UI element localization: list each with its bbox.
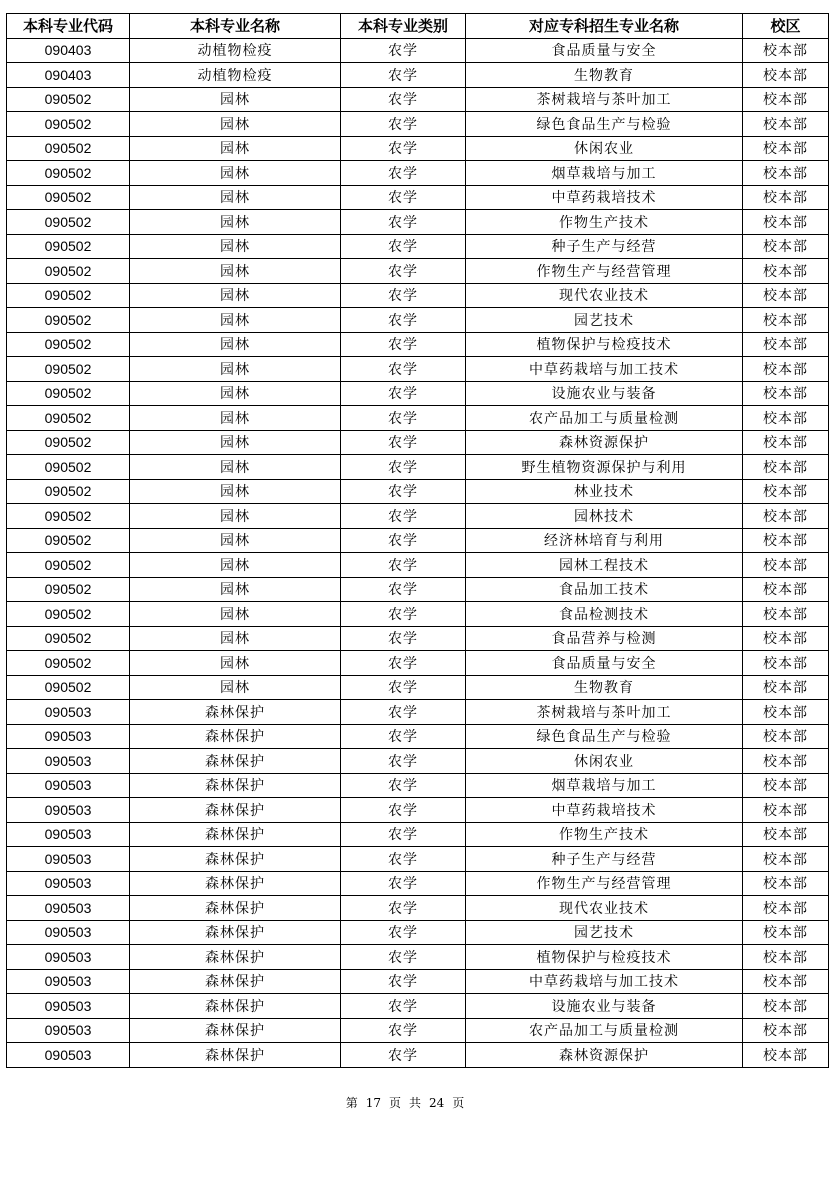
cell-undergrad-category: 农学 [341,798,466,823]
cell-undergrad-name: 园林 [130,136,341,161]
table-row [7,920,829,945]
cell-undergrad-category: 农学 [341,773,466,798]
cell-junior-college-major: 烟草栽培与加工 [466,161,743,186]
cell-campus: 校本部 [743,969,829,994]
table-row [7,871,829,896]
table-row [7,1043,829,1068]
cell-undergrad-category: 农学 [341,724,466,749]
cell-undergrad-category: 农学 [341,675,466,700]
cell-campus: 校本部 [743,479,829,504]
cell-undergrad-name: 森林保护 [130,1018,341,1043]
cell-undergrad-code: 090503 [7,724,130,749]
table-row [7,479,829,504]
cell-undergrad-name: 园林 [130,577,341,602]
cell-campus: 校本部 [743,136,829,161]
table-row [7,406,829,431]
cell-junior-college-major: 作物生产与经营管理 [466,871,743,896]
cell-undergrad-category: 农学 [341,38,466,63]
cell-undergrad-category: 农学 [341,920,466,945]
cell-campus: 校本部 [743,994,829,1019]
table-row [7,210,829,235]
cell-campus: 校本部 [743,602,829,627]
cell-undergrad-category: 农学 [341,626,466,651]
cell-campus: 校本部 [743,381,829,406]
cell-junior-college-major: 森林资源保护 [466,1043,743,1068]
cell-undergrad-code: 090502 [7,87,130,112]
table-row [7,185,829,210]
cell-undergrad-name: 园林 [130,455,341,480]
cell-junior-college-major: 作物生产与经营管理 [466,259,743,284]
cell-undergrad-name: 园林 [130,504,341,529]
cell-undergrad-category: 农学 [341,577,466,602]
cell-junior-college-major: 绿色食品生产与检验 [466,724,743,749]
cell-junior-college-major: 农产品加工与质量检测 [466,1018,743,1043]
cell-undergrad-name: 园林 [130,112,341,137]
cell-undergrad-category: 农学 [341,553,466,578]
cell-undergrad-category: 农学 [341,259,466,284]
cell-junior-college-major: 植物保护与检疫技术 [466,945,743,970]
cell-junior-college-major: 设施农业与装备 [466,994,743,1019]
cell-undergrad-category: 农学 [341,1043,466,1068]
cell-undergrad-code: 090403 [7,38,130,63]
cell-undergrad-category: 农学 [341,528,466,553]
table-row [7,773,829,798]
cell-campus: 校本部 [743,357,829,382]
cell-junior-college-major: 食品质量与安全 [466,651,743,676]
cell-undergrad-code: 090502 [7,210,130,235]
cell-undergrad-category: 农学 [341,210,466,235]
header-undergrad-code: 本科专业代码 [7,14,130,39]
cell-undergrad-category: 农学 [341,896,466,921]
cell-campus: 校本部 [743,871,829,896]
header-junior-college-major: 对应专科招生专业名称 [466,14,743,39]
cell-undergrad-category: 农学 [341,969,466,994]
cell-undergrad-code: 090502 [7,626,130,651]
cell-undergrad-code: 090503 [7,700,130,725]
cell-campus: 校本部 [743,161,829,186]
cell-undergrad-name: 园林 [130,479,341,504]
cell-campus: 校本部 [743,822,829,847]
cell-undergrad-category: 农学 [341,381,466,406]
cell-undergrad-code: 090503 [7,969,130,994]
cell-campus: 校本部 [743,430,829,455]
cell-campus: 校本部 [743,259,829,284]
cell-undergrad-name: 园林 [130,161,341,186]
cell-junior-college-major: 园林工程技术 [466,553,743,578]
table-row [7,969,829,994]
table-row [7,308,829,333]
footer-total-pages: 24 [429,1096,445,1110]
cell-undergrad-name: 森林保护 [130,700,341,725]
cell-campus: 校本部 [743,675,829,700]
cell-undergrad-category: 农学 [341,700,466,725]
cell-undergrad-name: 森林保护 [130,798,341,823]
cell-undergrad-name: 园林 [130,283,341,308]
cell-junior-college-major: 现代农业技术 [466,283,743,308]
cell-campus: 校本部 [743,234,829,259]
header-campus: 校区 [743,14,829,39]
cell-undergrad-code: 090502 [7,675,130,700]
cell-campus: 校本部 [743,651,829,676]
cell-junior-college-major: 农产品加工与质量检测 [466,406,743,431]
table-row [7,430,829,455]
cell-junior-college-major: 食品质量与安全 [466,38,743,63]
cell-junior-college-major: 林业技术 [466,479,743,504]
cell-undergrad-code: 090503 [7,1018,130,1043]
cell-undergrad-name: 森林保护 [130,724,341,749]
cell-undergrad-name: 森林保护 [130,847,341,872]
cell-undergrad-name: 森林保护 [130,969,341,994]
cell-junior-college-major: 茶树栽培与茶叶加工 [466,87,743,112]
cell-undergrad-code: 090503 [7,871,130,896]
cell-junior-college-major: 中草药栽培技术 [466,185,743,210]
cell-undergrad-category: 农学 [341,651,466,676]
cell-campus: 校本部 [743,700,829,725]
cell-undergrad-code: 090502 [7,430,130,455]
cell-undergrad-name: 森林保护 [130,896,341,921]
cell-undergrad-code: 090503 [7,798,130,823]
cell-campus: 校本部 [743,724,829,749]
cell-undergrad-category: 农学 [341,161,466,186]
cell-junior-college-major: 种子生产与经营 [466,847,743,872]
major-mapping-table [6,13,829,1068]
cell-undergrad-name: 园林 [130,406,341,431]
cell-undergrad-category: 农学 [341,847,466,872]
cell-undergrad-code: 090502 [7,602,130,627]
table-row [7,38,829,63]
cell-junior-college-major: 设施农业与装备 [466,381,743,406]
cell-campus: 校本部 [743,920,829,945]
table-row [7,945,829,970]
footer-total-label: 共 [409,1096,422,1110]
cell-undergrad-name: 森林保护 [130,749,341,774]
cell-junior-college-major: 园艺技术 [466,920,743,945]
cell-campus: 校本部 [743,896,829,921]
cell-undergrad-name: 森林保护 [130,994,341,1019]
cell-undergrad-name: 园林 [130,210,341,235]
table-row [7,724,829,749]
cell-junior-college-major: 园艺技术 [466,308,743,333]
cell-junior-college-major: 作物生产技术 [466,822,743,847]
table-row [7,112,829,137]
footer-total-unit: 页 [452,1096,465,1110]
table-row [7,700,829,725]
cell-undergrad-code: 090503 [7,749,130,774]
cell-undergrad-category: 农学 [341,871,466,896]
cell-campus: 校本部 [743,406,829,431]
cell-undergrad-code: 090502 [7,259,130,284]
cell-campus: 校本部 [743,577,829,602]
cell-campus: 校本部 [743,773,829,798]
table-row [7,896,829,921]
cell-undergrad-category: 农学 [341,332,466,357]
cell-undergrad-name: 园林 [130,308,341,333]
cell-undergrad-code: 090502 [7,528,130,553]
cell-undergrad-code: 090502 [7,283,130,308]
cell-undergrad-category: 农学 [341,430,466,455]
cell-undergrad-code: 090502 [7,504,130,529]
cell-undergrad-category: 农学 [341,357,466,382]
cell-campus: 校本部 [743,87,829,112]
cell-junior-college-major: 食品营养与检测 [466,626,743,651]
cell-campus: 校本部 [743,1018,829,1043]
cell-undergrad-category: 农学 [341,994,466,1019]
cell-undergrad-category: 农学 [341,1018,466,1043]
cell-undergrad-code: 090502 [7,332,130,357]
cell-campus: 校本部 [743,185,829,210]
cell-junior-college-major: 植物保护与检疫技术 [466,332,743,357]
cell-undergrad-name: 森林保护 [130,920,341,945]
table-row [7,749,829,774]
cell-undergrad-category: 农学 [341,308,466,333]
cell-undergrad-name: 园林 [130,675,341,700]
table-row [7,63,829,88]
cell-undergrad-category: 农学 [341,822,466,847]
cell-junior-college-major: 中草药栽培与加工技术 [466,969,743,994]
cell-undergrad-code: 090403 [7,63,130,88]
table-row [7,161,829,186]
cell-undergrad-name: 园林 [130,602,341,627]
table-row [7,798,829,823]
cell-undergrad-name: 动植物检疫 [130,38,341,63]
cell-junior-college-major: 食品加工技术 [466,577,743,602]
cell-campus: 校本部 [743,283,829,308]
cell-junior-college-major: 生物教育 [466,675,743,700]
cell-junior-college-major: 绿色食品生产与检验 [466,112,743,137]
cell-junior-college-major: 茶树栽培与茶叶加工 [466,700,743,725]
table-row [7,259,829,284]
page-footer [0,1094,810,1111]
cell-undergrad-category: 农学 [341,945,466,970]
table-row [7,455,829,480]
table-row [7,847,829,872]
cell-undergrad-name: 动植物检疫 [130,63,341,88]
cell-undergrad-category: 农学 [341,87,466,112]
cell-undergrad-code: 090502 [7,381,130,406]
cell-undergrad-code: 090503 [7,920,130,945]
cell-undergrad-name: 园林 [130,87,341,112]
cell-undergrad-code: 090502 [7,479,130,504]
cell-undergrad-code: 090502 [7,577,130,602]
cell-undergrad-code: 090502 [7,406,130,431]
cell-campus: 校本部 [743,847,829,872]
cell-undergrad-category: 农学 [341,504,466,529]
cell-undergrad-category: 农学 [341,185,466,210]
table-row [7,553,829,578]
cell-campus: 校本部 [743,63,829,88]
cell-undergrad-code: 090503 [7,994,130,1019]
header-undergrad-name: 本科专业名称 [130,14,341,39]
cell-undergrad-code: 090502 [7,553,130,578]
cell-undergrad-category: 农学 [341,455,466,480]
cell-undergrad-category: 农学 [341,63,466,88]
cell-undergrad-name: 森林保护 [130,871,341,896]
cell-undergrad-code: 090502 [7,308,130,333]
cell-junior-college-major: 烟草栽培与加工 [466,773,743,798]
cell-undergrad-code: 090503 [7,945,130,970]
cell-campus: 校本部 [743,455,829,480]
cell-undergrad-category: 农学 [341,406,466,431]
table-row [7,577,829,602]
cell-undergrad-name: 森林保护 [130,945,341,970]
cell-campus: 校本部 [743,528,829,553]
cell-campus: 校本部 [743,553,829,578]
table-row [7,283,829,308]
cell-campus: 校本部 [743,749,829,774]
cell-junior-college-major: 生物教育 [466,63,743,88]
cell-undergrad-name: 园林 [130,332,341,357]
cell-undergrad-name: 园林 [130,234,341,259]
cell-undergrad-name: 园林 [130,626,341,651]
cell-undergrad-code: 090502 [7,112,130,137]
table-row [7,994,829,1019]
header-undergrad-category: 本科专业类别 [341,14,466,39]
table-row [7,504,829,529]
cell-campus: 校本部 [743,1043,829,1068]
table-row [7,357,829,382]
cell-campus: 校本部 [743,626,829,651]
cell-undergrad-code: 090503 [7,896,130,921]
cell-undergrad-code: 090502 [7,651,130,676]
cell-undergrad-name: 森林保护 [130,773,341,798]
footer-page-label: 第 [345,1096,358,1110]
cell-campus: 校本部 [743,798,829,823]
cell-undergrad-name: 园林 [130,430,341,455]
cell-junior-college-major: 野生植物资源保护与利用 [466,455,743,480]
cell-undergrad-name: 园林 [130,259,341,284]
cell-undergrad-code: 090503 [7,773,130,798]
cell-undergrad-code: 090503 [7,822,130,847]
cell-junior-college-major: 休闲农业 [466,749,743,774]
footer-page-unit: 页 [388,1096,401,1110]
cell-undergrad-name: 园林 [130,553,341,578]
cell-undergrad-category: 农学 [341,112,466,137]
cell-campus: 校本部 [743,504,829,529]
cell-junior-college-major: 食品检测技术 [466,602,743,627]
table-row [7,1018,829,1043]
cell-junior-college-major: 经济林培育与利用 [466,528,743,553]
cell-campus: 校本部 [743,112,829,137]
cell-undergrad-category: 农学 [341,749,466,774]
cell-undergrad-code: 090502 [7,136,130,161]
cell-undergrad-code: 090502 [7,357,130,382]
cell-junior-college-major: 种子生产与经营 [466,234,743,259]
table-row [7,602,829,627]
cell-undergrad-category: 农学 [341,479,466,504]
cell-junior-college-major: 中草药栽培与加工技术 [466,357,743,382]
table-body [7,38,829,1067]
table-row [7,332,829,357]
table-row [7,626,829,651]
cell-undergrad-category: 农学 [341,283,466,308]
cell-junior-college-major: 休闲农业 [466,136,743,161]
cell-undergrad-code: 090502 [7,161,130,186]
cell-undergrad-name: 园林 [130,185,341,210]
table-row [7,528,829,553]
cell-undergrad-name: 园林 [130,357,341,382]
cell-undergrad-category: 农学 [341,234,466,259]
cell-undergrad-name: 园林 [130,528,341,553]
cell-campus: 校本部 [743,332,829,357]
cell-undergrad-name: 森林保护 [130,822,341,847]
table-row [7,822,829,847]
cell-junior-college-major: 现代农业技术 [466,896,743,921]
cell-campus: 校本部 [743,308,829,333]
cell-undergrad-code: 090503 [7,1043,130,1068]
table-row [7,87,829,112]
cell-undergrad-name: 森林保护 [130,1043,341,1068]
cell-undergrad-code: 090502 [7,455,130,480]
cell-junior-college-major: 森林资源保护 [466,430,743,455]
cell-undergrad-code: 090502 [7,234,130,259]
table-row [7,381,829,406]
cell-undergrad-category: 农学 [341,602,466,627]
footer-current-page: 17 [365,1096,381,1110]
cell-junior-college-major: 中草药栽培技术 [466,798,743,823]
table-header-row [7,14,829,39]
cell-junior-college-major: 作物生产技术 [466,210,743,235]
cell-undergrad-name: 园林 [130,381,341,406]
table-row [7,675,829,700]
cell-campus: 校本部 [743,38,829,63]
table-row [7,234,829,259]
cell-undergrad-category: 农学 [341,136,466,161]
table-row [7,651,829,676]
cell-undergrad-code: 090502 [7,185,130,210]
table-row [7,136,829,161]
cell-undergrad-code: 090503 [7,847,130,872]
cell-undergrad-name: 园林 [130,651,341,676]
cell-campus: 校本部 [743,945,829,970]
cell-campus: 校本部 [743,210,829,235]
cell-junior-college-major: 园林技术 [466,504,743,529]
